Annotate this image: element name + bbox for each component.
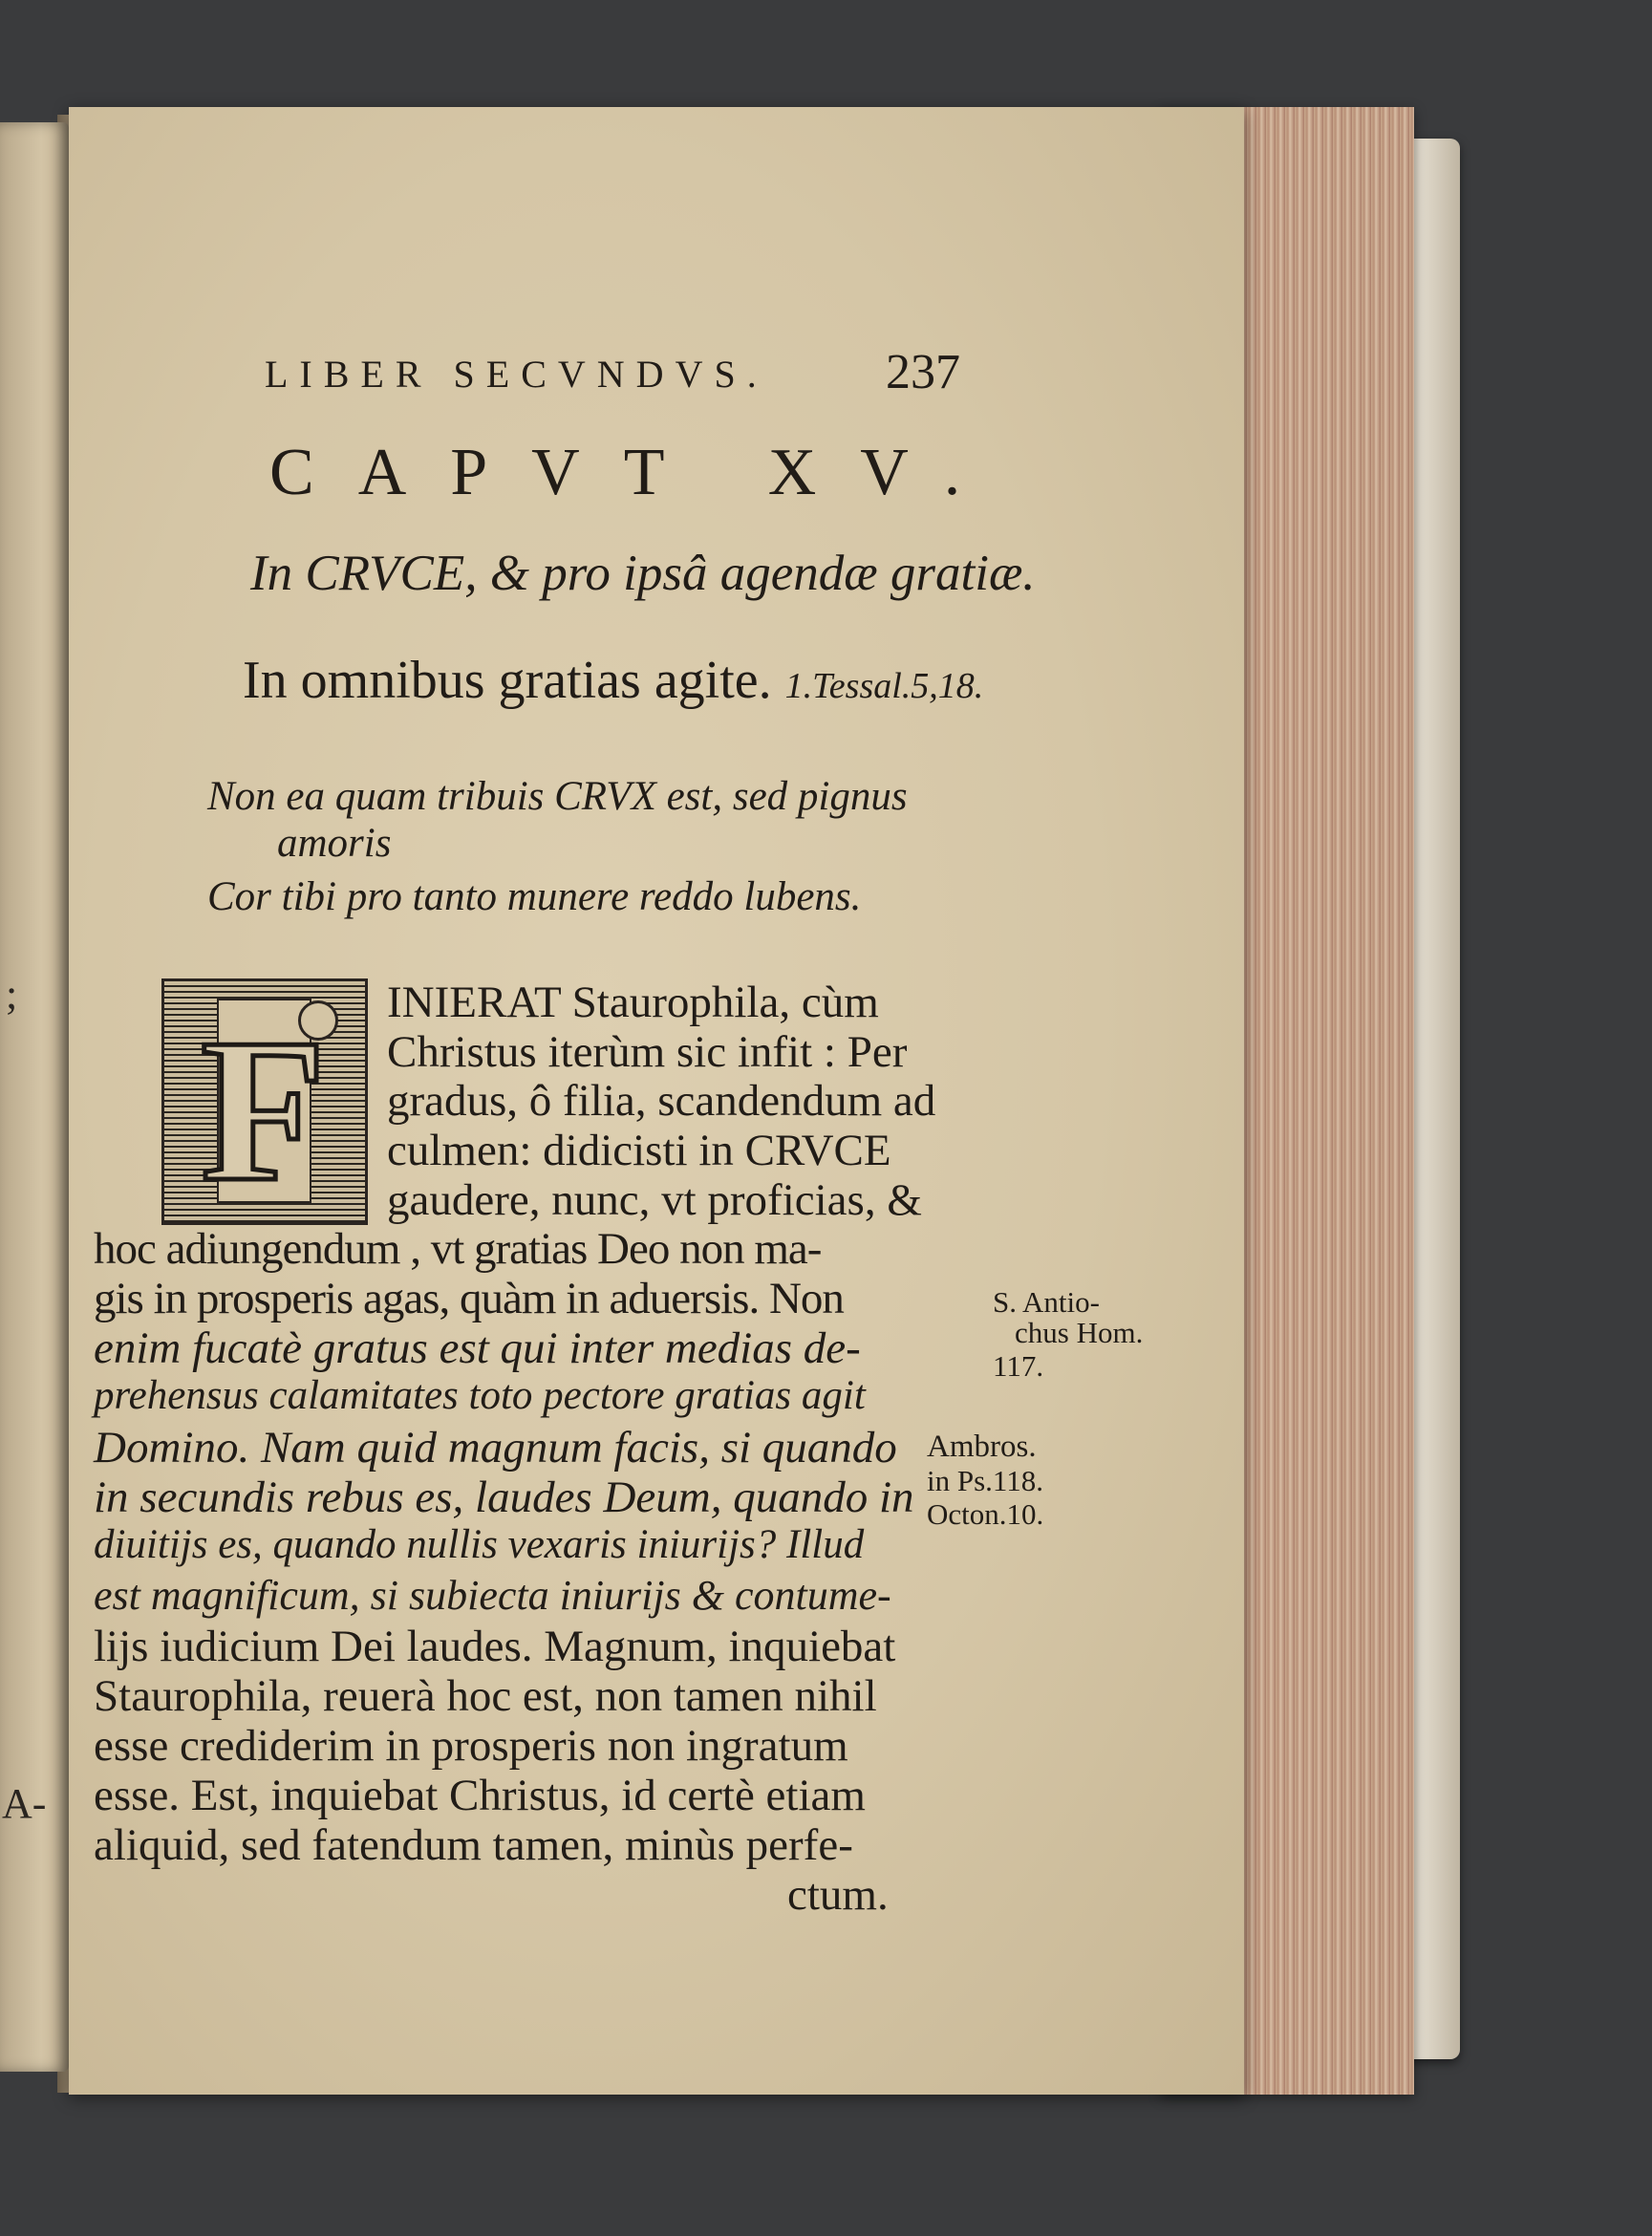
running-head: LIBER SECVNDVS. [265, 353, 768, 396]
epigraph-text: In omnibus gratias agite. [243, 651, 772, 710]
verse-line: Cor tibi pro tanto munere reddo lubens. [207, 874, 862, 919]
body-line: est magnificum, si subiecta iniurijs & contume- [94, 1572, 891, 1619]
body-line: INIERAT Staurophila, cùm [387, 978, 879, 1027]
body-line: prehensus calamitates toto pectore gratias agit [94, 1373, 866, 1418]
body-line: enim fucatè gratus est qui inter medias de- [94, 1323, 861, 1373]
left-margin-fragment: ; [6, 971, 18, 1018]
left-margin-fragment: A- [2, 1780, 47, 1827]
chapter-subtitle: In CRVCE, & pro ipsâ agendæ gratiæ. [250, 546, 1036, 601]
verse-line: amoris [277, 821, 392, 866]
body-line: esse. Est, inquiebat Christus, id certè etiam [94, 1771, 866, 1820]
body-line: gis in prosperis agas, quàm in aduersis. Non [94, 1274, 844, 1323]
woodcut-initial-icon [161, 978, 368, 1225]
body-line: Staurophila, reuerà hoc est, non tamen nihil [94, 1671, 877, 1721]
body-line: Christus iterùm sic infit : Per [387, 1027, 908, 1077]
body-line: aliquid, sed fatendum tamen, minùs perfe- [94, 1820, 853, 1870]
body-line: diuitijs es, quando nullis vexaris iniurijs? Illud [94, 1522, 865, 1567]
epigraph-reference: 1.Tessal.5,18. [784, 666, 984, 706]
chapter-heading: CAPVT XV. [269, 436, 1005, 509]
body-line: esse crediderim in prosperis non ingratum [94, 1721, 848, 1771]
side-note: S. Antio- [993, 1285, 1100, 1319]
body-line: in secundis rebus es, laudes Deum, quando in [94, 1473, 914, 1522]
initial-letter: F [201, 996, 327, 1224]
side-note: chus Hom. [1015, 1316, 1144, 1349]
body-line: gaudere, nunc, vt proficias, & [387, 1175, 922, 1225]
side-note: in Ps.118. [927, 1464, 1044, 1497]
verse-line: Non ea quam tribuis CRVX est, sed pignus [207, 774, 908, 819]
side-note: Octon.10. [927, 1497, 1044, 1531]
body-line: Domino. Nam quid magnum facis, si quando [94, 1423, 897, 1473]
body-line: hoc adiungendum , vt gratias Deo non ma- [94, 1224, 822, 1274]
body-line: lijs iudicium Dei laudes. Magnum, inquiebat [94, 1622, 896, 1671]
page-number: 237 [886, 345, 960, 399]
body-line: culmen: didicisti in CRVCE [387, 1126, 891, 1175]
recto-page [69, 107, 1244, 2095]
epigraph [243, 650, 983, 711]
body-line: gradus, ô filia, scandendum ad [387, 1076, 936, 1126]
side-note: Ambros. [927, 1430, 1037, 1464]
side-note: 117. [993, 1349, 1044, 1383]
body-line: ctum. [787, 1870, 889, 1920]
